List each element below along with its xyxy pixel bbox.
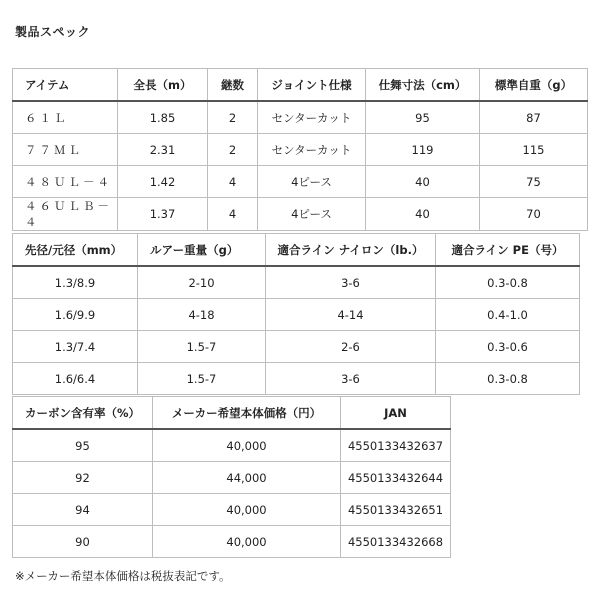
table-cell: 2 [208, 101, 258, 134]
column-header: 継数 [208, 69, 258, 102]
table-cell: 2 [208, 134, 258, 166]
column-header: メーカー希望本体価格（円） [153, 397, 341, 430]
table-cell: 92 [13, 462, 153, 494]
table-row [13, 526, 451, 558]
table-header-row [13, 234, 580, 267]
table-cell: センターカット [258, 101, 366, 134]
column-header: 標準自重（g） [480, 69, 588, 102]
page-title: 製品スペック [15, 25, 91, 39]
table-row [13, 166, 588, 198]
column-header: 適合ライン ナイロン（lb.） [266, 234, 436, 267]
item-cell: ７７ＭＬ [13, 134, 118, 166]
table-cell: 4550133432668 [341, 526, 451, 558]
table-row [13, 198, 588, 231]
column-header: 仕舞寸法（cm） [366, 69, 480, 102]
table-cell: 70 [480, 198, 588, 231]
spec-table-price [12, 396, 451, 558]
table-cell: 90 [13, 526, 153, 558]
table-cell: 4-14 [266, 299, 436, 331]
column-header: 全長（m） [118, 69, 208, 102]
table-cell: 1.5-7 [138, 363, 266, 395]
table-header-row [13, 69, 588, 102]
column-header: 先径/元径（mm） [13, 234, 138, 267]
table-cell: 95 [366, 101, 480, 134]
table-cell: 40,000 [153, 429, 341, 462]
item-cell: ４８ＵＬ－４ [13, 166, 118, 198]
table-cell: 4-18 [138, 299, 266, 331]
table-header-row [13, 397, 451, 430]
column-header: ジョイント仕様 [258, 69, 366, 102]
table-cell: 3-6 [266, 266, 436, 299]
table-cell: 0.3-0.8 [436, 266, 580, 299]
table-cell: 4550133432651 [341, 494, 451, 526]
table-cell: 75 [480, 166, 588, 198]
table-cell: 40 [366, 166, 480, 198]
table-cell: 115 [480, 134, 588, 166]
table-cell: 2.31 [118, 134, 208, 166]
table-cell: 1.37 [118, 198, 208, 231]
table-row [13, 494, 451, 526]
table-row [13, 299, 580, 331]
table-cell: 1.3/8.9 [13, 266, 138, 299]
spec-table-line [12, 233, 580, 395]
table-cell: 4 [208, 166, 258, 198]
table-cell: 1.3/7.4 [13, 331, 138, 363]
table-cell: センターカット [258, 134, 366, 166]
item-cell: ６１Ｌ [13, 101, 118, 134]
table-cell: 3-6 [266, 363, 436, 395]
table-row [13, 363, 580, 395]
table-cell: 2-10 [138, 266, 266, 299]
table-cell: 119 [366, 134, 480, 166]
table-row [13, 266, 580, 299]
table-cell: 1.6/9.9 [13, 299, 138, 331]
table-cell: 4550133432637 [341, 429, 451, 462]
price-note: ※メーカー希望本体価格は税抜表記です。 [15, 569, 231, 583]
table-cell: 94 [13, 494, 153, 526]
table-cell: 4ピース [258, 166, 366, 198]
column-header: JAN [341, 397, 451, 430]
table-cell: 40 [366, 198, 480, 231]
table-row [13, 134, 588, 166]
table-cell: 44,000 [153, 462, 341, 494]
table-row [13, 429, 451, 462]
table-cell: 0.3-0.8 [436, 363, 580, 395]
table-cell: 0.4-1.0 [436, 299, 580, 331]
column-header: ルアー重量（g） [138, 234, 266, 267]
table-cell: 95 [13, 429, 153, 462]
table-cell: 1.6/6.4 [13, 363, 138, 395]
table-cell: 87 [480, 101, 588, 134]
table-row [13, 462, 451, 494]
table-row [13, 101, 588, 134]
column-header: アイテム [13, 69, 118, 102]
column-header: カーボン含有率（%） [13, 397, 153, 430]
table-cell: 40,000 [153, 526, 341, 558]
table-row [13, 331, 580, 363]
spec-table-basic [12, 68, 588, 231]
table-cell: 1.85 [118, 101, 208, 134]
table-cell: 40,000 [153, 494, 341, 526]
table-cell: 1.5-7 [138, 331, 266, 363]
column-header: 適合ライン PE（号） [436, 234, 580, 267]
table-cell: 0.3-0.6 [436, 331, 580, 363]
table-cell: 1.42 [118, 166, 208, 198]
item-cell: ４６ＵＬＢ－４ [13, 198, 118, 231]
table-cell: 4550133432644 [341, 462, 451, 494]
table-cell: 4ピース [258, 198, 366, 231]
table-cell: 2-6 [266, 331, 436, 363]
table-cell: 4 [208, 198, 258, 231]
